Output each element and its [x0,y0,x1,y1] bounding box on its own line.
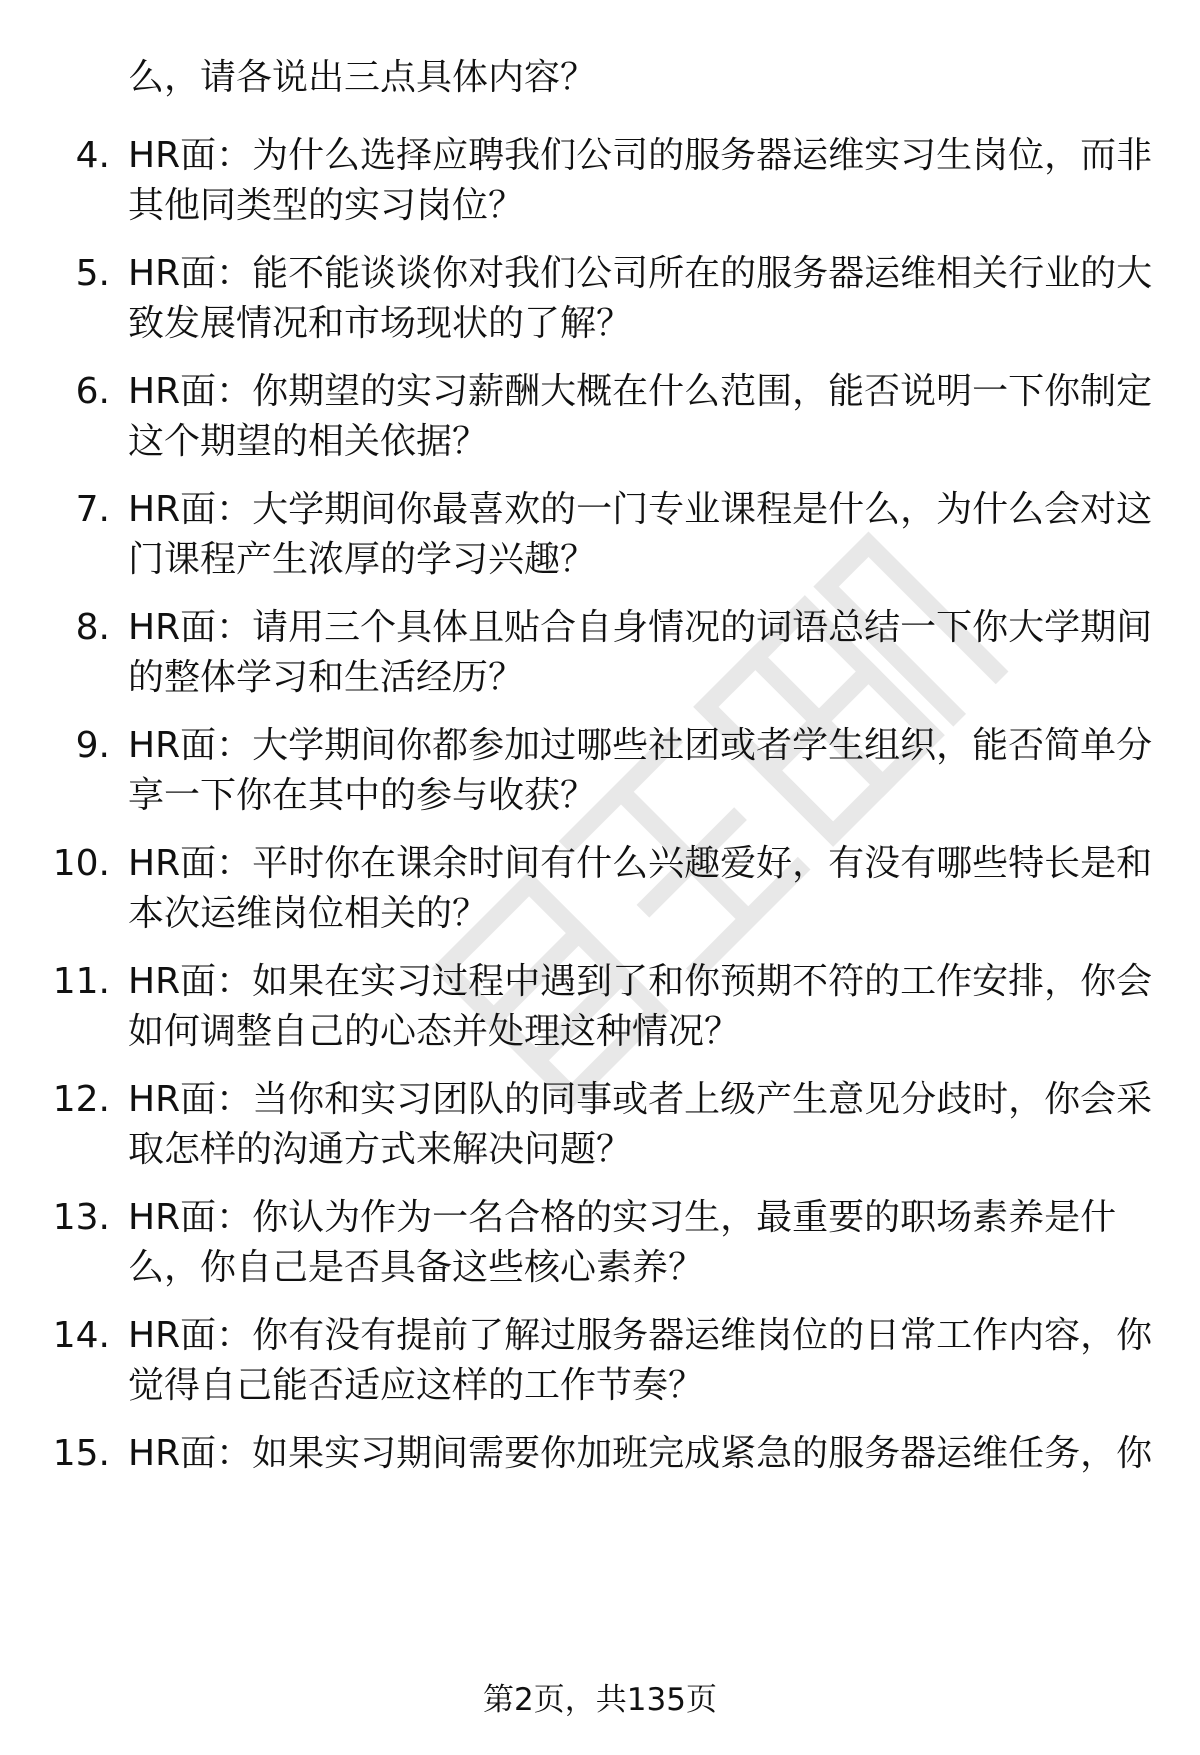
item-text: HR面：如果在实习过程中遇到了和你预期不符的工作安排，你会 如何调整自己的心态并处理这种情况？ [128,961,1153,1052]
item-text: HR面：当你和实习团队的同事或者上级产生意见分歧时，你会采 取怎样的沟通方式来解决问题？ [128,1079,1153,1170]
item-text: HR面：你期望的实习薪酬大概在什么范围，能否说明一下你制定 这个期望的相关依据？ [128,371,1153,462]
item-number: 10. [52,843,110,884]
item-number: 9. [75,725,110,766]
item-text: HR面：你有没有提前了解过服务器运维岗位的日常工作内容，你 觉得自己能否适应这样的工作节奏？ [128,1315,1153,1406]
item-text: HR面：请用三个具体且贴合自身情况的词语总结一下你大学期间 的整体学习和生活经历？ [128,607,1153,698]
item-number: 12. [52,1079,110,1120]
item-number: 4. [75,135,110,176]
item-number: 7. [75,489,110,530]
item-number: 6. [75,371,110,412]
item-number: 8. [75,607,110,648]
item-text: HR面：你认为作为一名合格的实习生，最重要的职场素养是什 么，你自己是否具备这些核心素养？ [128,1197,1117,1288]
item-text: HR面：为什么选择应聘我们公司的服务器运维实习生岗位，而非 其他同类型的实习岗位？ [128,135,1153,226]
item-number: 13. [52,1197,110,1238]
page-footer: 第2页，共135页 [483,1682,717,1718]
item-text: HR面：大学期间你最喜欢的一门专业课程是什么，为什么会对这 门课程产生浓厚的学习兴趣？ [128,489,1153,580]
continued-question-text: 么，请各说出三点具体内容？ [128,57,597,98]
item-text: HR面：大学期间你都参加过哪些社团或者学生组织，能否简单分 享一下你在其中的参与收获？ [128,725,1153,816]
item-number: 14. [52,1315,110,1356]
item-text: HR面：能不能谈谈你对我们公司所在的服务器运维相关行业的大 致发展情况和市场现状的了解？ [128,253,1153,344]
item-number: 11. [52,961,110,1002]
item-text: HR面：如果实习期间需要你加班完成紧急的服务器运维任务，你 [128,1433,1153,1474]
item-text: HR面：平时你在课余时间有什么兴趣爱好，有没有哪些特长是和 本次运维岗位相关的？ [128,843,1153,934]
item-number: 5. [75,253,110,294]
item-number: 15. [52,1433,110,1474]
